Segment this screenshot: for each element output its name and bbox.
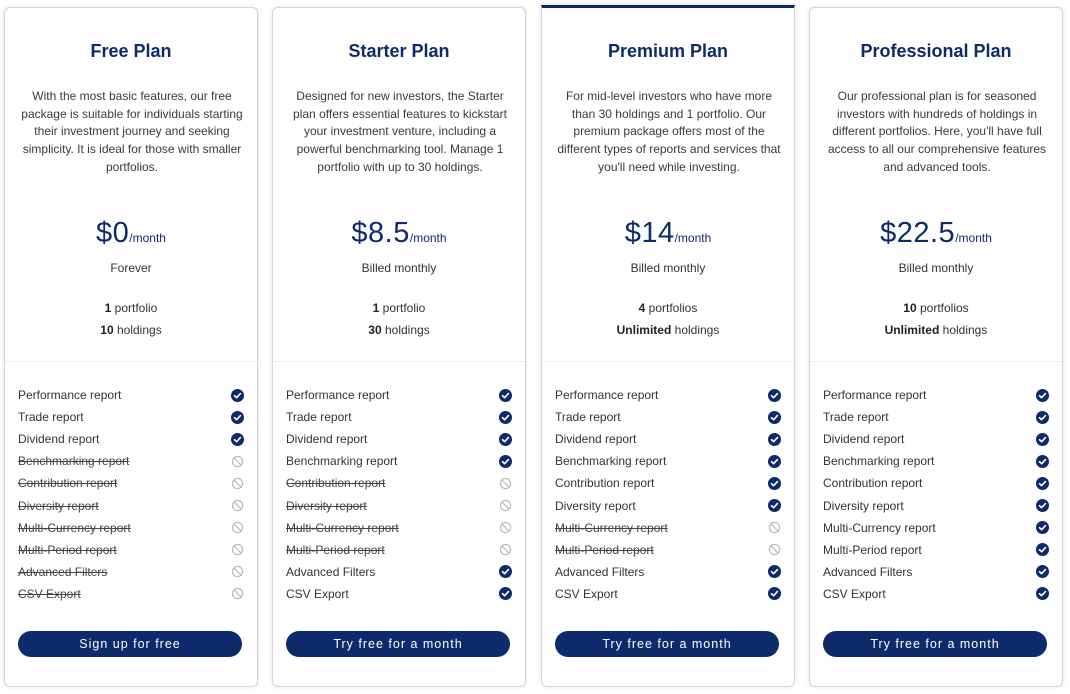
check-circle-icon bbox=[768, 477, 781, 490]
plan-price bbox=[810, 217, 1062, 250]
feature-label: Contribution report bbox=[18, 476, 118, 491]
feature-list bbox=[823, 384, 1049, 605]
holding-limit bbox=[542, 323, 794, 337]
plan-summary bbox=[542, 8, 794, 361]
feature-item bbox=[286, 406, 512, 428]
feature-label: Multi-Period report bbox=[555, 542, 654, 557]
not-included-icon bbox=[499, 543, 512, 556]
check-circle-icon bbox=[499, 565, 512, 578]
plan-name: Professional Plan bbox=[860, 41, 1012, 61]
feature-item bbox=[823, 561, 1049, 583]
portfolio-count: 1 bbox=[372, 301, 380, 315]
feature-label: Diversity report bbox=[555, 498, 636, 513]
feature-item bbox=[555, 539, 781, 561]
feature-list bbox=[18, 384, 244, 605]
check-circle-icon bbox=[1036, 455, 1049, 468]
feature-label: Performance report bbox=[18, 388, 122, 403]
plan-card-free bbox=[4, 7, 258, 687]
feature-label: Dividend report bbox=[555, 432, 637, 447]
feature-item bbox=[286, 384, 512, 406]
feature-label: Multi-Period report bbox=[286, 542, 385, 557]
feature-label: Dividend report bbox=[18, 432, 100, 447]
feature-label: Performance report bbox=[823, 388, 927, 403]
check-circle-icon bbox=[1036, 433, 1049, 446]
holding-count: 10 bbox=[100, 323, 114, 337]
feature-item bbox=[555, 406, 781, 428]
feature-item bbox=[823, 384, 1049, 406]
not-included-icon bbox=[499, 521, 512, 534]
plan-price bbox=[273, 217, 525, 250]
check-circle-icon bbox=[1036, 389, 1049, 402]
feature-item bbox=[555, 494, 781, 516]
check-circle-icon bbox=[1036, 587, 1049, 600]
feature-item bbox=[18, 539, 244, 561]
holding-count: 30 bbox=[368, 323, 382, 337]
holding-label: holdings bbox=[671, 323, 720, 337]
feature-label: CSV Export bbox=[18, 586, 81, 601]
feature-item bbox=[823, 539, 1049, 561]
check-circle-icon bbox=[1036, 411, 1049, 424]
not-included-icon bbox=[499, 477, 512, 490]
plan-name: Starter Plan bbox=[348, 41, 450, 61]
feature-label: Trade report bbox=[18, 410, 84, 425]
card-divider bbox=[542, 361, 794, 362]
feature-item bbox=[286, 428, 512, 450]
check-circle-icon bbox=[231, 389, 244, 402]
plan-description: Designed for new investors, the Starter plan offers essential features to kickstart your investment venture, including a powerful benchmarking tool. Manage 1 portfolio with up to 30 holdings. bbox=[293, 89, 507, 174]
feature-label: Dividend report bbox=[823, 432, 905, 447]
check-circle-icon bbox=[1036, 521, 1049, 534]
feature-item bbox=[555, 384, 781, 406]
not-included-icon bbox=[231, 521, 244, 534]
feature-item bbox=[286, 472, 512, 494]
plan-name: Free Plan bbox=[90, 41, 172, 61]
feature-item bbox=[555, 450, 781, 472]
try-free-button[interactable]: Try free for a month bbox=[555, 631, 779, 657]
portfolio-count: 10 bbox=[903, 301, 917, 315]
holding-label: holdings bbox=[113, 323, 162, 337]
feature-label: Trade report bbox=[286, 410, 352, 425]
try-free-button[interactable]: Try free for a month bbox=[286, 631, 510, 657]
portfolio-count: 4 bbox=[638, 301, 646, 315]
price-period: /month bbox=[955, 231, 992, 245]
card-divider bbox=[273, 361, 525, 362]
billing-note: Billed monthly bbox=[898, 261, 974, 275]
feature-item bbox=[18, 472, 244, 494]
feature-item bbox=[823, 472, 1049, 494]
not-included-icon bbox=[768, 543, 781, 556]
holding-limit bbox=[810, 323, 1062, 337]
check-circle-icon bbox=[768, 499, 781, 512]
price-period: /month bbox=[129, 231, 166, 245]
plan-description: Our professional plan is for seasoned investors with hundreds of holdings in different portfolios. Here, you'll have full access to all our comprehensive features and advanced tools. bbox=[827, 89, 1047, 174]
plan-description: With the most basic features, our free package is suitable for individuals starting their investment journey and seeking simplicity. It is ideal for those with smaller portfolios. bbox=[21, 89, 243, 174]
portfolio-label: portfolio bbox=[379, 301, 426, 315]
feature-label: Multi-Currency report bbox=[18, 520, 131, 535]
plan-price bbox=[542, 217, 794, 250]
feature-label: Diversity report bbox=[18, 498, 99, 513]
portfolio-label: portfolio bbox=[111, 301, 158, 315]
feature-item bbox=[18, 517, 244, 539]
feature-item bbox=[555, 583, 781, 605]
feature-label: Multi-Period report bbox=[18, 542, 117, 557]
check-circle-icon bbox=[231, 411, 244, 424]
plan-price bbox=[5, 217, 257, 250]
not-included-icon bbox=[768, 521, 781, 534]
feature-label: CSV Export bbox=[555, 586, 618, 601]
price-amount: $22.5 bbox=[880, 217, 956, 249]
feature-label: Performance report bbox=[555, 388, 659, 403]
plan-card-starter bbox=[272, 7, 526, 687]
billing-note: Billed monthly bbox=[361, 261, 437, 275]
feature-item bbox=[823, 428, 1049, 450]
check-circle-icon bbox=[231, 433, 244, 446]
price-amount: $8.5 bbox=[351, 217, 410, 249]
check-circle-icon bbox=[768, 389, 781, 402]
check-circle-icon bbox=[499, 587, 512, 600]
feature-item bbox=[555, 561, 781, 583]
feature-item bbox=[18, 384, 244, 406]
portfolio-limit bbox=[273, 301, 525, 315]
holding-limit bbox=[273, 323, 525, 337]
portfolio-limit bbox=[5, 301, 257, 315]
plan-summary bbox=[5, 8, 257, 361]
holding-count: Unlimited bbox=[884, 323, 940, 337]
feature-item bbox=[823, 450, 1049, 472]
feature-item bbox=[286, 450, 512, 472]
feature-item bbox=[286, 561, 512, 583]
check-circle-icon bbox=[768, 433, 781, 446]
feature-item bbox=[286, 494, 512, 516]
feature-item bbox=[18, 583, 244, 605]
feature-label: Trade report bbox=[555, 410, 621, 425]
plan-card-professional bbox=[809, 7, 1063, 687]
check-circle-icon bbox=[1036, 543, 1049, 556]
feature-label: Trade report bbox=[823, 410, 889, 425]
price-amount: $14 bbox=[624, 217, 675, 249]
not-included-icon bbox=[231, 543, 244, 556]
feature-label: Multi-Currency report bbox=[555, 520, 668, 535]
not-included-icon bbox=[231, 499, 244, 512]
plan-summary bbox=[273, 8, 525, 361]
check-circle-icon bbox=[1036, 477, 1049, 490]
feature-label: Benchmarking report bbox=[555, 454, 667, 469]
check-circle-icon bbox=[768, 455, 781, 468]
feature-label: Diversity report bbox=[823, 498, 904, 513]
not-included-icon bbox=[499, 499, 512, 512]
feature-label: Diversity report bbox=[286, 498, 367, 513]
feature-label: Multi-Currency report bbox=[823, 520, 936, 535]
not-included-icon bbox=[231, 455, 244, 468]
price-amount: $0 bbox=[96, 217, 130, 249]
feature-label: CSV Export bbox=[823, 586, 886, 601]
feature-item bbox=[18, 428, 244, 450]
billing-note: Billed monthly bbox=[630, 261, 706, 275]
feature-item bbox=[18, 406, 244, 428]
feature-item bbox=[555, 428, 781, 450]
feature-label: Advanced Filters bbox=[823, 564, 913, 579]
feature-label: Benchmarking report bbox=[823, 454, 935, 469]
portfolio-count: 1 bbox=[104, 301, 112, 315]
holding-limit bbox=[5, 323, 257, 337]
feature-label: Contribution report bbox=[286, 476, 386, 491]
feature-label: Performance report bbox=[286, 388, 390, 403]
price-period: /month bbox=[674, 231, 712, 245]
feature-item bbox=[286, 583, 512, 605]
feature-item bbox=[286, 517, 512, 539]
check-circle-icon bbox=[768, 565, 781, 578]
not-included-icon bbox=[231, 565, 244, 578]
try-free-button[interactable]: Try free for a month bbox=[823, 631, 1047, 657]
card-divider bbox=[5, 361, 257, 362]
feature-list bbox=[555, 384, 781, 605]
feature-label: Advanced Filters bbox=[555, 564, 645, 579]
check-circle-icon bbox=[499, 433, 512, 446]
plan-card-premium bbox=[541, 5, 795, 687]
portfolio-limit bbox=[810, 301, 1062, 315]
feature-label: Benchmarking report bbox=[18, 454, 130, 469]
feature-item bbox=[823, 406, 1049, 428]
check-circle-icon bbox=[499, 389, 512, 402]
check-circle-icon bbox=[1036, 565, 1049, 578]
feature-label: Benchmarking report bbox=[286, 454, 398, 469]
not-included-icon bbox=[231, 587, 244, 600]
portfolio-label: portfolios bbox=[645, 301, 698, 315]
feature-item bbox=[823, 517, 1049, 539]
portfolio-label: portfolios bbox=[916, 301, 969, 315]
sign-up-free-button[interactable]: Sign up for free bbox=[18, 631, 242, 657]
check-circle-icon bbox=[1036, 499, 1049, 512]
feature-label: Multi-Period report bbox=[823, 542, 922, 557]
check-circle-icon bbox=[768, 411, 781, 424]
feature-label: Dividend report bbox=[286, 432, 368, 447]
feature-item bbox=[18, 561, 244, 583]
feature-list bbox=[286, 384, 512, 605]
feature-label: Contribution report bbox=[555, 476, 655, 491]
card-divider bbox=[810, 361, 1062, 362]
plan-name: Premium Plan bbox=[607, 41, 729, 61]
feature-item bbox=[823, 494, 1049, 516]
plan-description: For mid-level investors who have more than 30 holdings and 1 portfolio. Our premium package offers most of the different types of reports and services that you'll need while investing. bbox=[557, 89, 781, 174]
feature-item bbox=[555, 472, 781, 494]
feature-label: CSV Export bbox=[286, 586, 349, 601]
feature-item bbox=[823, 583, 1049, 605]
holding-label: holdings bbox=[939, 323, 988, 337]
not-included-icon bbox=[231, 477, 244, 490]
billing-note: Forever bbox=[110, 261, 152, 275]
feature-label: Advanced Filters bbox=[18, 564, 108, 579]
feature-item bbox=[18, 450, 244, 472]
check-circle-icon bbox=[499, 411, 512, 424]
feature-item bbox=[555, 517, 781, 539]
plan-summary bbox=[810, 8, 1062, 361]
check-circle-icon bbox=[499, 455, 512, 468]
feature-item bbox=[18, 494, 244, 516]
feature-label: Multi-Currency report bbox=[286, 520, 399, 535]
portfolio-limit bbox=[542, 301, 794, 315]
check-circle-icon bbox=[768, 587, 781, 600]
holding-count: Unlimited bbox=[616, 323, 672, 337]
price-period: /month bbox=[409, 231, 447, 245]
holding-label: holdings bbox=[381, 323, 430, 337]
feature-label: Advanced Filters bbox=[286, 564, 376, 579]
feature-label: Contribution report bbox=[823, 476, 923, 491]
feature-item bbox=[286, 539, 512, 561]
